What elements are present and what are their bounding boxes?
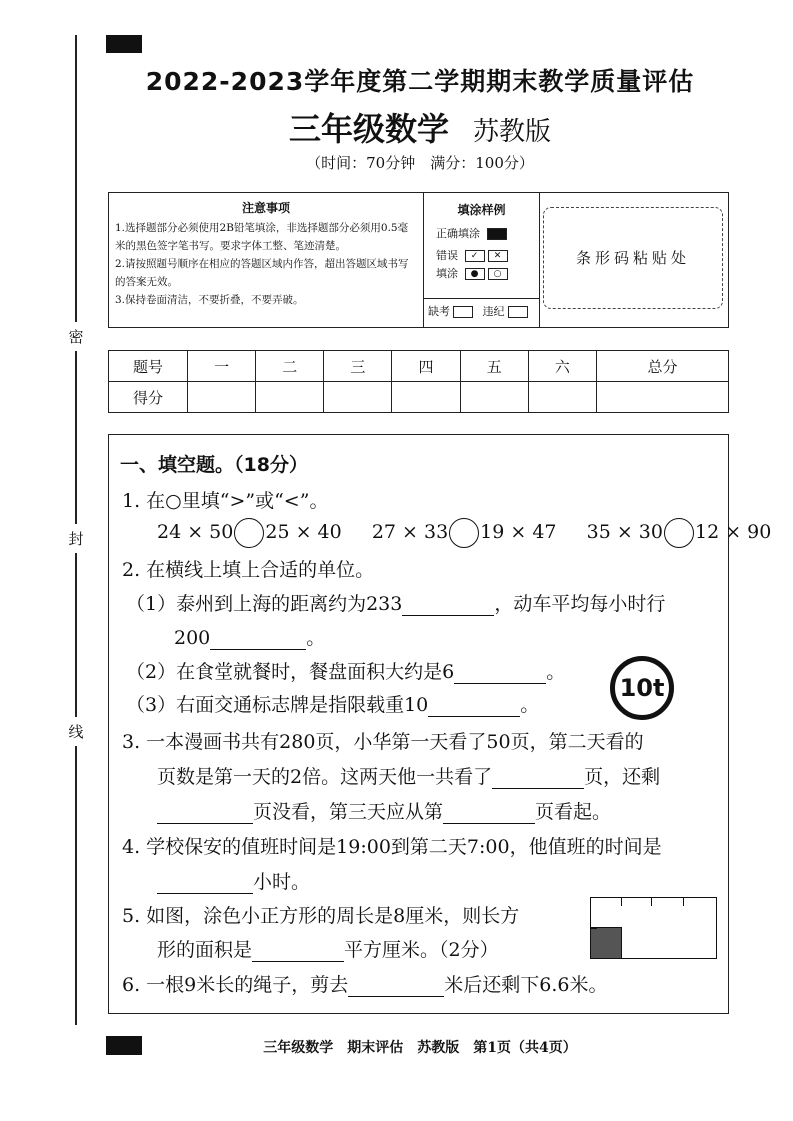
rectangle-figure	[590, 897, 717, 959]
text: （2）在食堂就餐时，餐盘面积大约是6	[126, 661, 455, 683]
tick-mark	[621, 898, 622, 906]
score-cell: 一	[188, 351, 256, 382]
expr: 24 × 50	[157, 521, 234, 543]
compare-circle[interactable]	[449, 518, 479, 548]
score-cell: 四	[392, 351, 460, 382]
notice-item: 2.请按照题号顺序在相应的答题区域内作答，超出答题区域书写的答案无效。	[115, 258, 409, 288]
subject-title: 三年级数学	[288, 110, 449, 148]
score-cell: 五	[460, 351, 528, 382]
comparison-row	[157, 518, 771, 548]
score-input-cell[interactable]	[188, 382, 256, 413]
tick-mark	[651, 898, 652, 906]
question-6	[122, 970, 607, 997]
circle-box-icon: ○	[488, 268, 508, 280]
expr: 25 × 40	[265, 521, 342, 543]
side-label-xian: 线	[66, 717, 86, 746]
text: 200	[174, 627, 211, 649]
notice-panel	[109, 193, 424, 327]
text: 。	[520, 694, 540, 716]
tick-mark	[683, 898, 684, 906]
answer-blank[interactable]	[492, 768, 584, 789]
answer-blank[interactable]	[157, 803, 253, 824]
exam-subtitle	[105, 104, 735, 150]
score-table	[108, 350, 729, 413]
time-info: （时间：70分钟 满分：100分）	[306, 154, 534, 172]
filled-box-icon	[487, 228, 507, 240]
expr: 35 × 30	[586, 521, 663, 543]
score-input-cell[interactable]	[324, 382, 392, 413]
absent-box[interactable]	[453, 306, 473, 318]
text: 。	[306, 627, 326, 649]
weight-limit-sign-icon: 10t	[610, 656, 674, 720]
score-value-row	[109, 382, 729, 413]
side-label-feng: 封	[66, 524, 86, 553]
tick-mark	[591, 928, 597, 929]
question-5-line-1: 5. 如图，涂色小正方形的周长是8厘米，则长方	[122, 905, 520, 927]
answer-blank[interactable]	[348, 976, 444, 997]
shaded-square	[591, 927, 622, 958]
text: 页看起。	[535, 801, 612, 823]
answer-blank[interactable]	[428, 696, 520, 717]
violation-box[interactable]	[508, 306, 528, 318]
score-input-cell[interactable]	[256, 382, 324, 413]
wrong-fill-label: 错误	[436, 249, 458, 262]
answer-blank[interactable]	[454, 663, 546, 684]
cross-box-icon: ✕	[488, 250, 508, 262]
wrong-fill-row-2	[436, 265, 508, 281]
info-box	[108, 192, 729, 328]
question-4-line-1: 4. 学校保安的值班时间是19:00到第二天7:00，他值班的时间是	[122, 836, 662, 858]
notice-item: 1.选择题部分必须使用2B铅笔填涂，非选择题部分必须用0.5毫米的黑色签字笔书写。要求字体工整、笔迹清楚。	[115, 222, 409, 252]
absence-row	[424, 298, 539, 323]
answer-blank[interactable]	[443, 803, 535, 824]
text: 米后还剩下6.6米。	[444, 974, 608, 996]
edition-label: 苏教版	[473, 117, 552, 147]
side-label-mi: 密	[66, 322, 86, 351]
wrong-fill-label-2: 填涂	[436, 267, 458, 280]
expr: 27 × 33	[371, 521, 449, 543]
question-2-3	[126, 690, 539, 717]
text: 页数是第一天的2倍。这两天他一共看了	[157, 766, 493, 788]
answer-blank[interactable]	[252, 941, 344, 962]
text: （3）右面交通标志牌是指限载重10	[126, 694, 429, 716]
answer-blank[interactable]	[157, 873, 253, 894]
wrong-fill-row-1	[436, 247, 508, 263]
question-2-1-cont	[174, 623, 325, 650]
text: 小时。	[253, 871, 311, 893]
notice-item: 3.保持卷面清洁，不要折叠，不要弄破。	[115, 294, 304, 306]
correct-fill-label: 正确填涂	[436, 227, 480, 240]
compare-circle[interactable]	[234, 518, 264, 548]
score-cell: 二	[256, 351, 324, 382]
section-title: 一、填空题。（18分）	[120, 454, 308, 476]
violation-label: 违纪	[482, 305, 505, 318]
score-header-row	[109, 351, 729, 382]
question-3-line-3	[157, 797, 611, 824]
registration-mark-top	[106, 35, 142, 53]
check-box-icon: ✓	[465, 250, 485, 262]
notice-heading: 注意事项	[241, 201, 290, 215]
text: 页，还剩	[584, 766, 661, 788]
question-3-line-2	[157, 762, 660, 789]
text: （1）泰州到上海的距离约为233	[126, 593, 403, 615]
fill-sample-heading: 填涂样例	[457, 203, 506, 217]
text: ，动车平均每小时行	[494, 593, 666, 615]
expr: 12 × 90	[694, 521, 772, 543]
text: 平方厘米。（2分）	[344, 939, 499, 961]
score-cell: 六	[528, 351, 596, 382]
absent-label: 缺考	[428, 305, 450, 318]
question-2-2	[126, 657, 565, 684]
question-5-line-2	[157, 935, 499, 962]
exam-title: 2022-2023学年度第二学期期末教学质量评估	[145, 67, 695, 96]
score-cell: 三	[324, 351, 392, 382]
dot-box-icon: ●	[465, 268, 485, 280]
registration-mark-bottom	[106, 1036, 142, 1055]
score-cell: 总分	[596, 351, 728, 382]
text: 。	[546, 661, 566, 683]
score-cell: 题号	[109, 351, 188, 382]
text: 页没看，第三天应从第	[253, 801, 444, 823]
question-4-line-2	[157, 867, 310, 894]
question-3-line-1: 3. 一本漫画书共有280页，小华第一天看了50页，第二天看的	[122, 731, 644, 753]
text: 形的面积是	[157, 939, 253, 961]
barcode-area: 条形码粘贴处	[543, 207, 723, 309]
answer-blank[interactable]	[402, 595, 494, 616]
score-input-cell[interactable]	[596, 382, 728, 413]
page-footer: 三年级数学 期末评估 苏教版 第1页（共4页）	[263, 1040, 577, 1056]
score-input-cell[interactable]	[460, 382, 528, 413]
fill-sample-panel	[424, 193, 540, 327]
correct-fill-row	[436, 225, 507, 241]
text: 6. 一根9米长的绳子，剪去	[122, 974, 349, 996]
question-1: 1. 在○里填“>”或“<”。	[122, 490, 329, 512]
score-cell: 得分	[109, 382, 188, 413]
answer-blank[interactable]	[210, 629, 306, 650]
compare-circle[interactable]	[664, 518, 694, 548]
question-2-1	[126, 589, 665, 616]
question-2: 2. 在横线上填上合适的单位。	[122, 559, 375, 581]
expr: 19 × 47	[480, 521, 557, 543]
score-input-cell[interactable]	[528, 382, 596, 413]
score-input-cell[interactable]	[392, 382, 460, 413]
